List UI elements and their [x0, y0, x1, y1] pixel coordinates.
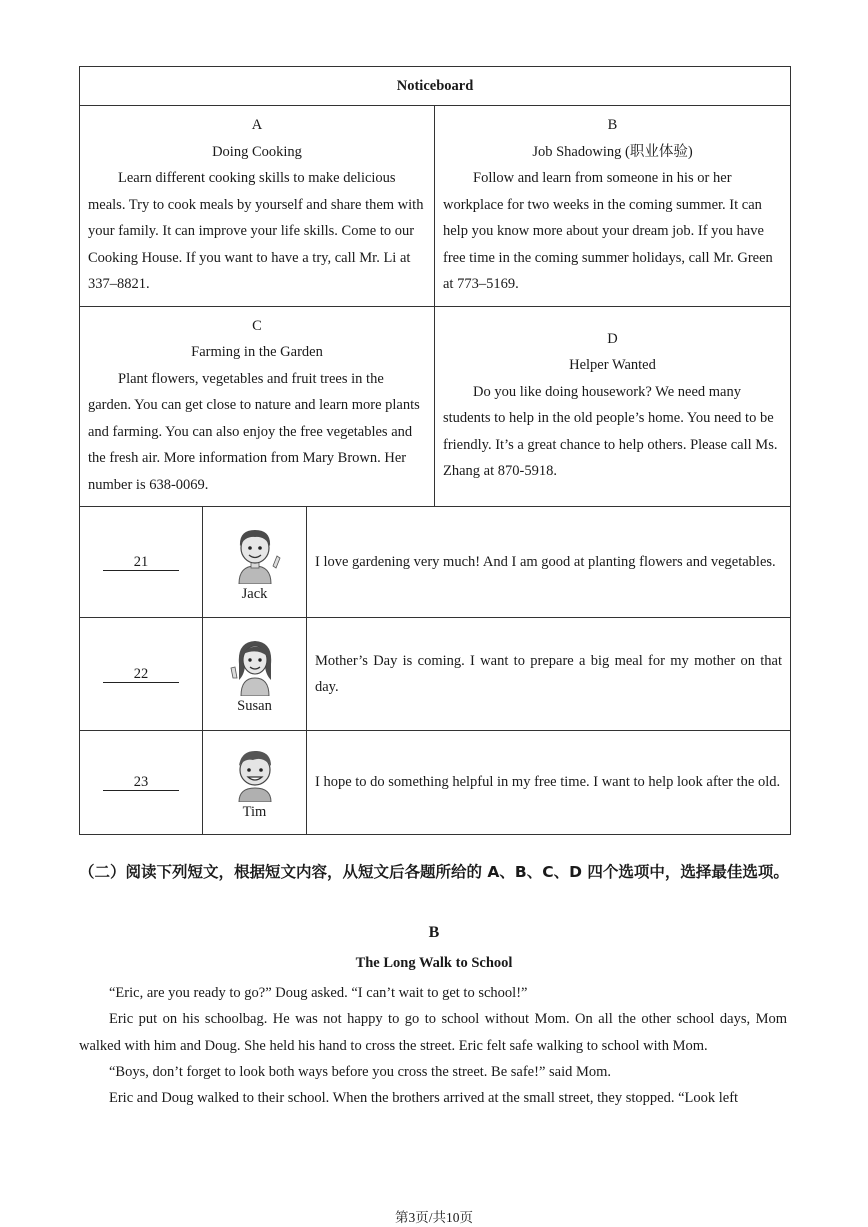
answer-blank-23[interactable]: 23 — [103, 774, 179, 791]
noticeboard-title: Noticeboard — [80, 67, 791, 106]
notice-d-body: Do you like doing housework? We need many students to help in the old people’s home. You need to be friendly. It’s a great chance to help others. Please call Ms. Zhang at 870-5918. — [443, 383, 778, 480]
section-instruction: （二）阅读下列短文，根据短文内容，从短文后各题所给的 A、B、C、D 四个选项中，选择最佳选项。 — [79, 863, 789, 881]
notice-a — [80, 106, 435, 307]
person-statement: I hope to do something helpful in my free time. I want to help look after the old. — [307, 731, 791, 835]
person-row — [80, 731, 791, 835]
passage-paragraph: “Eric, are you ready to go?” Doug asked. “I can’t wait to get to school!” — [109, 985, 528, 1001]
notice-d-heading: Helper Wanted — [569, 357, 656, 374]
passage-body — [79, 980, 787, 1111]
noticeboard-table — [79, 66, 791, 835]
page-number: 第3页/共10页 — [394, 1210, 473, 1225]
notice-a-letter: A — [251, 117, 263, 133]
notice-d-letter: D — [607, 330, 618, 347]
notice-a-heading: Doing Cooking — [212, 143, 302, 160]
notice-c-letter: C — [252, 317, 262, 334]
notice-b-heading: Job Shadowing (职业体验) — [532, 143, 693, 160]
girl-avatar-icon — [227, 634, 283, 696]
notice-b-body: Follow and learn from someone in his or her workplace for two weeks in the coming summer. It can help you know more about your dream job. If you have free time in the coming summer holidays, call Mr. Green at 773–5169. — [443, 170, 773, 292]
avatar-cell — [203, 507, 307, 618]
person-row — [80, 507, 791, 618]
avatar-cell — [203, 618, 307, 731]
person-name: Susan — [237, 697, 272, 714]
passage-title: The Long Walk to School — [355, 955, 513, 971]
person-statement: I love gardening very much! And I am good at planting flowers and vegetables. — [307, 507, 791, 618]
boy-avatar-icon — [227, 744, 283, 802]
boy-avatar-icon — [227, 522, 283, 584]
passage-letter: B — [428, 924, 440, 941]
notice-c-body: Plant flowers, vegetables and fruit trees in the garden. You can get close to nature and learn more plants and farming. You can also enjoy the free vegetables and the fresh air. More information from Mary Brown. Her number is 638-0069. — [88, 370, 420, 493]
notice-c-heading: Farming in the Garden — [191, 344, 323, 360]
notice-c — [80, 306, 435, 507]
person-row — [80, 618, 791, 731]
notice-b — [435, 106, 791, 307]
notice-d — [435, 306, 791, 507]
answer-blank-21[interactable]: 21 — [103, 554, 179, 571]
passage-paragraph: Eric put on his schoolbag. He was not happy to go to school without Mom. On all the other school days, Mom walked with him and Doug. She held his hand to cross the street. Eric felt safe walking to school with Mom. — [79, 1011, 787, 1054]
passage-paragraph: Eric and Doug walked to their school. When the brothers arrived at the small street, they stopped. “Look left — [109, 1090, 739, 1107]
passage-paragraph: “Boys, don’t forget to look both ways before you cross the street. Be safe!” said Mom. — [109, 1063, 612, 1080]
person-name: Tim — [242, 804, 267, 820]
person-name: Jack — [241, 585, 268, 602]
avatar-cell — [203, 731, 307, 835]
answer-blank-22[interactable]: 22 — [103, 666, 179, 683]
notice-b-letter: B — [607, 117, 618, 133]
notice-a-body: Learn different cooking skills to make delicious meals. Try to cook meals by yourself and share them with your family. It can improve your life skills. Come to our Cooking House. If you want to have a try, call Mr. Li at 337–8821. — [88, 170, 424, 292]
person-statement: Mother’s Day is coming. I want to prepare a big meal for my mother on that day. — [307, 618, 791, 731]
